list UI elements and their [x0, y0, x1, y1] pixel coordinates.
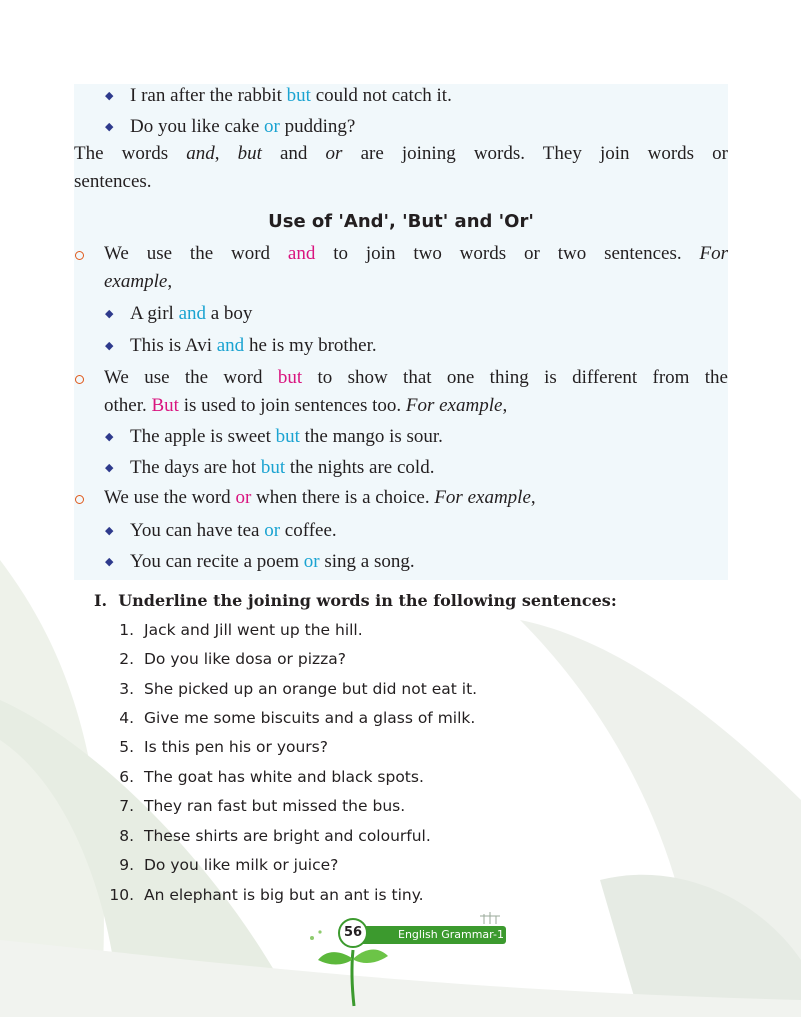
text: , — [530, 487, 536, 508]
italic-text: example — [104, 271, 168, 292]
item-number: 10. — [109, 886, 134, 904]
item-number: 4. — [119, 709, 134, 727]
rule-but-continued — [104, 394, 507, 418]
italic-word: or — [325, 143, 343, 164]
item-text: These shirts are bright and colourful. — [144, 827, 431, 845]
rule-but — [104, 366, 728, 390]
intro-bullet — [130, 84, 452, 108]
italic-word: but — [237, 143, 262, 164]
item-text: An elephant is big but an ant is tiny. — [144, 886, 424, 904]
text: he is my brother. — [244, 335, 377, 356]
item-text: Is this pen his or yours? — [144, 738, 328, 756]
example-bullet — [130, 456, 434, 480]
text: I ran after the rabbit — [130, 85, 287, 106]
text: The days are hot — [130, 457, 261, 478]
text: , — [214, 143, 238, 164]
keyword: and — [287, 243, 316, 264]
text: A girl — [130, 303, 179, 324]
italic-text: For — [699, 243, 728, 264]
example-bullet — [130, 550, 415, 574]
text: is used to join sentences too. — [178, 395, 406, 416]
exercise-label: I. — [94, 591, 108, 610]
text: The words — [74, 143, 187, 164]
page-footer — [296, 908, 516, 1008]
book-title: English Grammar-1 — [398, 928, 504, 941]
item-number: 5. — [119, 738, 134, 756]
keyword: or — [303, 551, 320, 572]
italic-text: For example — [405, 395, 503, 416]
item-text: Give me some biscuits and a glass of milk. — [144, 709, 476, 727]
text: could not catch it. — [310, 85, 452, 106]
keyword: but — [286, 85, 311, 106]
text: You can recite a poem — [130, 551, 304, 572]
keyword: but — [275, 426, 300, 447]
keyword: or — [264, 520, 281, 541]
item-number: 9. — [119, 856, 134, 874]
exercise-title: Underline the joining words in the following sentences: — [118, 591, 617, 610]
italic-word: and — [186, 143, 215, 164]
text: We use the word — [104, 367, 278, 388]
item-text: Do you like dosa or pizza? — [144, 650, 346, 668]
item-number: 8. — [119, 827, 134, 845]
text: the mango is sour. — [299, 426, 443, 447]
text: sing a song. — [319, 551, 415, 572]
text: to join two words or two sentences. — [315, 243, 700, 264]
keyword: and — [178, 303, 206, 324]
item-text: Jack and Jill went up the hill. — [144, 621, 363, 639]
item-number: 1. — [119, 621, 134, 639]
text: coffee. — [280, 520, 337, 541]
keyword: but — [260, 457, 286, 478]
item-number: 3. — [119, 680, 134, 698]
item-number: 6. — [119, 768, 134, 786]
item-number: 2. — [119, 650, 134, 668]
text: and — [261, 143, 326, 164]
text: to show that one thing is different from the — [302, 367, 728, 388]
text: The apple is sweet — [130, 426, 276, 447]
item-text: The goat has white and black spots. — [144, 768, 424, 786]
intro-paragraph-line — [74, 142, 728, 166]
text: the nights are cold. — [285, 457, 435, 478]
keyword: and — [216, 335, 245, 356]
keyword: or — [264, 116, 280, 137]
example-bullet — [130, 334, 377, 358]
text: , — [167, 271, 173, 292]
text: You can have tea — [130, 520, 265, 541]
sprout-icon — [296, 908, 516, 1008]
example-bullet — [130, 519, 337, 543]
item-number: 7. — [119, 797, 134, 815]
example-bullet — [130, 425, 443, 449]
text: , — [502, 395, 508, 416]
rule-and — [104, 242, 728, 266]
intro-bullet — [130, 115, 355, 139]
page-number: 56 — [338, 918, 368, 948]
keyword: or — [235, 487, 252, 508]
text: a boy — [206, 303, 253, 324]
intro-paragraph-line: sentences. — [74, 171, 152, 192]
rule-and-continued — [104, 270, 172, 294]
text: when there is a choice. — [251, 487, 435, 508]
text: pudding? — [279, 116, 356, 137]
section-heading: Use of 'And', 'But' and 'Or' — [268, 211, 534, 232]
rule-or — [104, 486, 536, 510]
item-text: She picked up an orange but did not eat it. — [144, 680, 478, 698]
item-text: They ran fast but missed the bus. — [144, 797, 406, 815]
exercise-heading — [94, 591, 617, 611]
text: We use the word — [104, 487, 236, 508]
italic-text: For example — [434, 487, 531, 508]
text: are joining words. They join words or — [342, 143, 729, 164]
text: Do you like cake — [130, 116, 265, 137]
keyword: But — [151, 395, 179, 416]
example-bullet — [130, 302, 252, 326]
item-text: Do you like milk or juice? — [144, 856, 339, 874]
text: This is Avi — [130, 335, 217, 356]
text: other. — [104, 395, 152, 416]
keyword: but — [277, 367, 303, 388]
text: We use the word — [104, 243, 288, 264]
